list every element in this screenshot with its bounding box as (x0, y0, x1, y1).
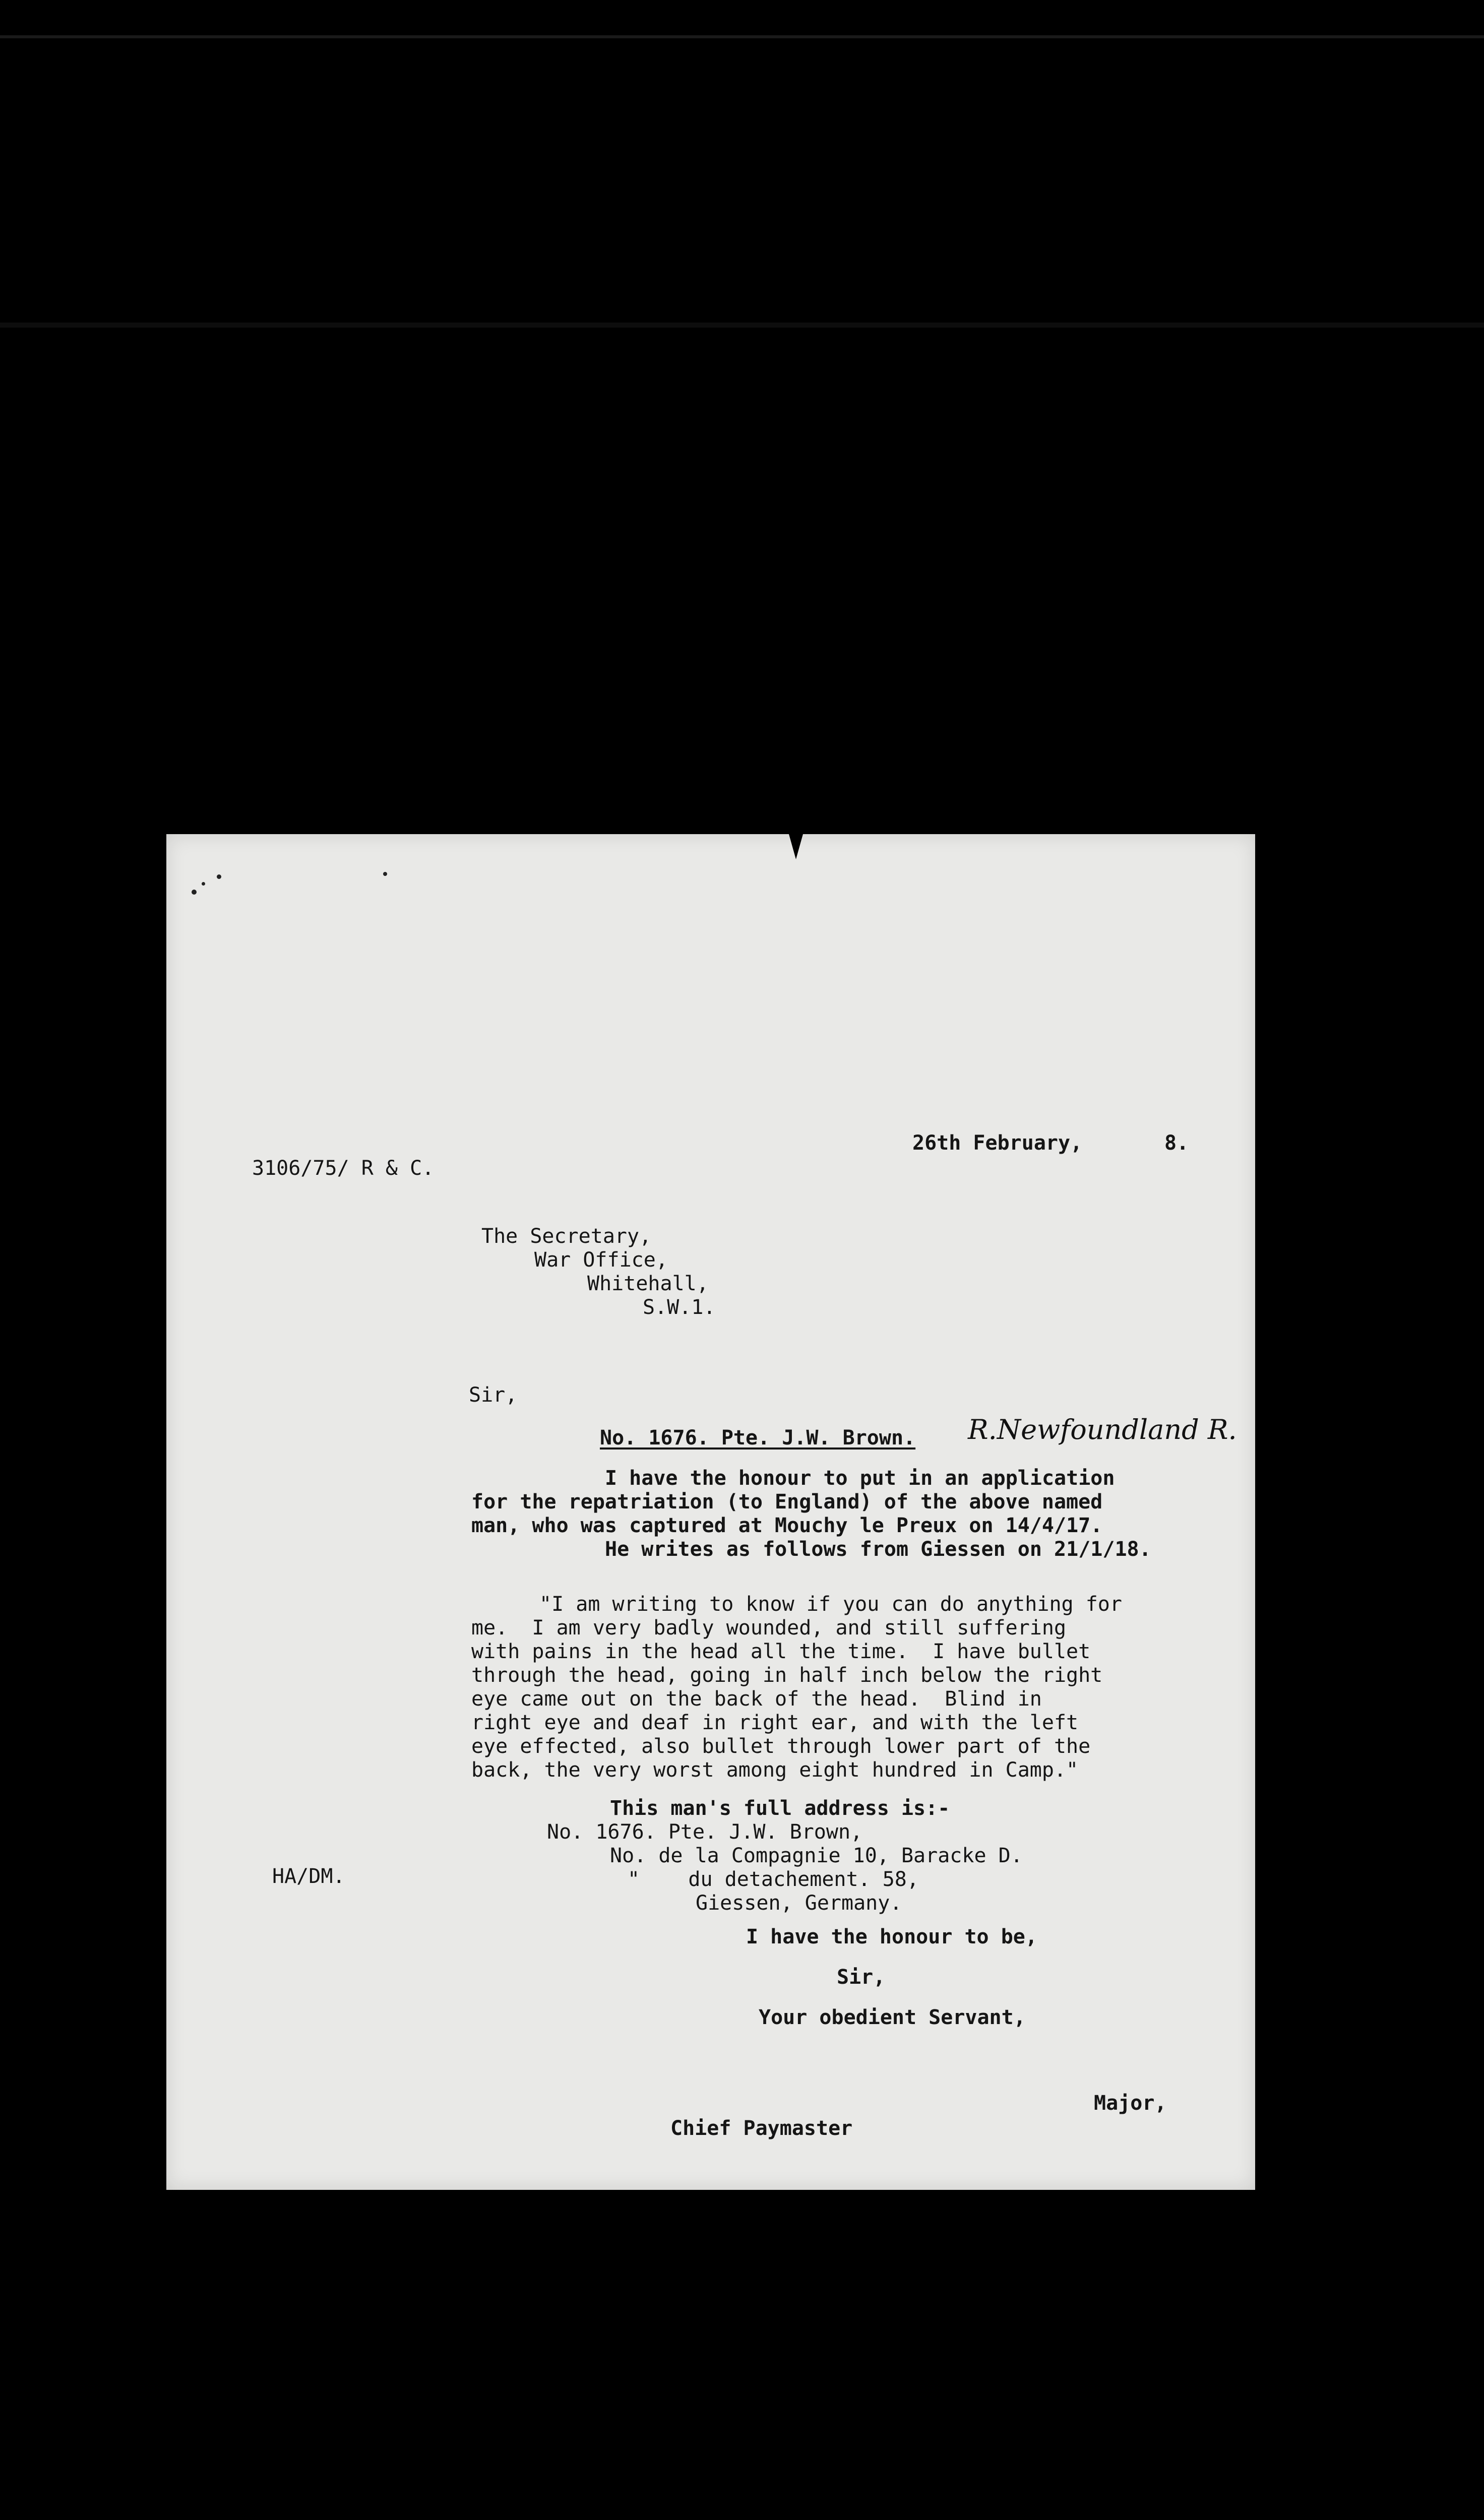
address-line-3: " du detachement. 58, (628, 1868, 919, 1891)
quote-line-4: through the head, going in half inch below the right (471, 1664, 1103, 1687)
letter-date: 26th February, (912, 1131, 1083, 1155)
address-line-2: No. de la Compagnie 10, Baracke D. (610, 1844, 1023, 1867)
quote-line-1: "I am writing to know if you can do anything for (539, 1593, 1122, 1616)
closing-line-3: Your obedient Servant, (759, 2006, 1026, 2029)
salutation: Sir, (469, 1383, 518, 1407)
handwritten-annotation: R.Newfoundland R. (968, 1414, 1237, 1445)
speck (202, 882, 205, 886)
closing-line-1: I have the honour to be, (746, 1925, 1037, 1948)
punch-notch (789, 834, 803, 859)
reference-number: 3106/75/ R & C. (252, 1157, 435, 1180)
quote-line-6: right eye and deaf in right ear, and with the left (471, 1711, 1079, 1734)
speck (192, 890, 197, 895)
quote-line-7: eye effected, also bullet through lower part of the (471, 1735, 1091, 1758)
speck (383, 872, 387, 876)
addressee-line-1: The Secretary, (481, 1225, 652, 1248)
addressee-line-3: Whitehall, (587, 1272, 709, 1295)
scan-edge-top (0, 35, 1484, 38)
quote-line-3: with pains in the head all the time. I have bullet (471, 1640, 1091, 1663)
address-line-4: Giessen, Germany. (696, 1892, 902, 1915)
paragraph-line-1: I have the honour to put in an application (605, 1467, 1115, 1490)
address-line-1: No. 1676. Pte. J.W. Brown, (547, 1820, 863, 1844)
letter-year: 8. (1164, 1131, 1189, 1155)
addressee-line-2: War Office, (534, 1248, 668, 1272)
signatory-rank: Major, (1094, 2092, 1167, 2115)
quote-line-5: eye came out on the back of the head. Blind in (471, 1687, 1042, 1711)
signatory-title: Chief Paymaster (670, 2117, 853, 2140)
addressee-line-4: S.W.1. (643, 1296, 716, 1319)
speck (217, 874, 221, 879)
quote-line-8: back, the very worst among eight hundred in Camp." (471, 1758, 1079, 1782)
paragraph-line-4: He writes as follows from Giessen on 21/1/18. (605, 1538, 1151, 1561)
quote-line-2: me. I am very badly wounded, and still suffering (471, 1616, 1067, 1640)
scan-edge-faint (0, 323, 1484, 328)
paragraph-line-3: man, who was captured at Mouchy le Preux on 14/4/17. (471, 1514, 1103, 1537)
address-intro: This man's full address is:- (610, 1797, 950, 1820)
paragraph-line-2: for the repatriation (to England) of the above named (471, 1490, 1103, 1514)
typist-initials: HA/DM. (272, 1865, 345, 1888)
subject-line: No. 1676. Pte. J.W. Brown. (600, 1426, 916, 1450)
closing-line-2: Sir, (837, 1966, 886, 1989)
letter-page (166, 834, 1255, 2190)
